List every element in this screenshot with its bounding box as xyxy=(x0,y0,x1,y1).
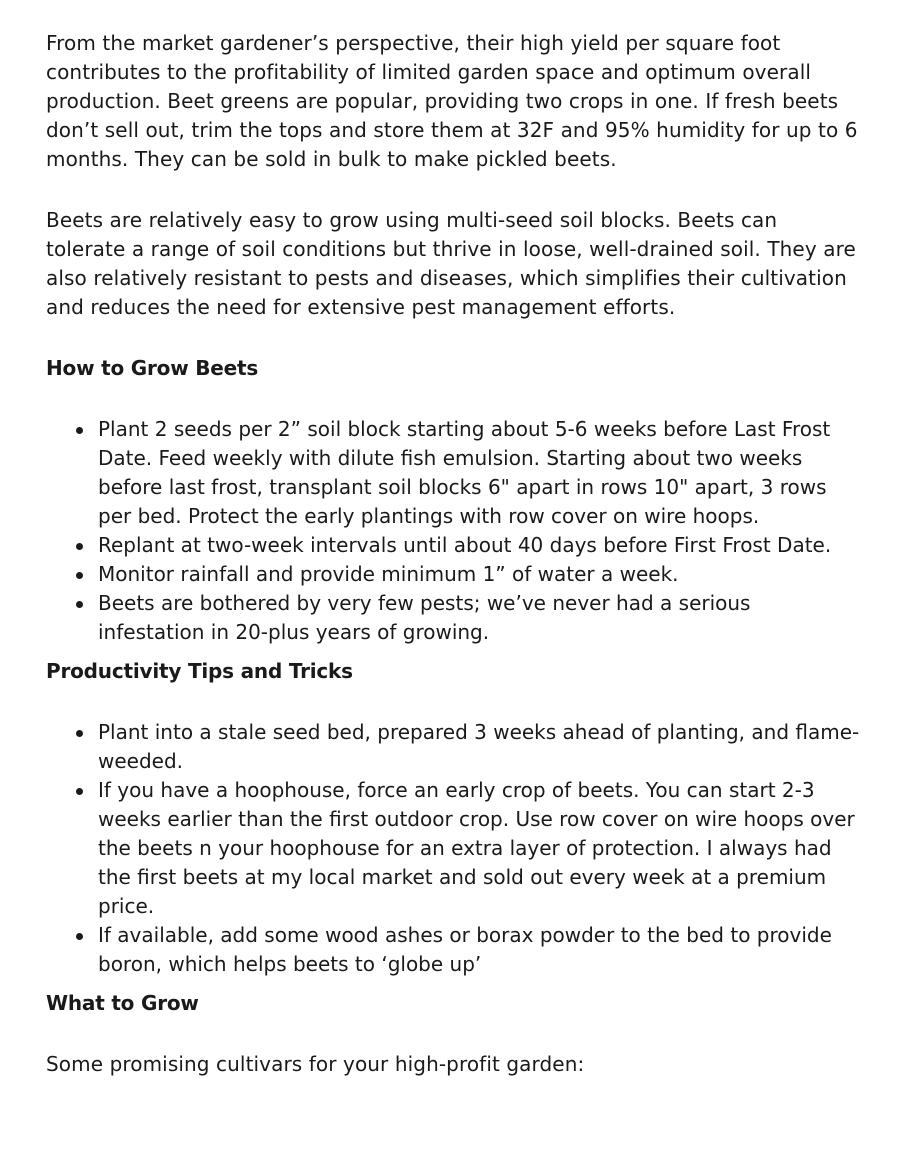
bullet-icon xyxy=(76,543,83,550)
bullet-icon xyxy=(76,601,83,608)
what-to-grow-heading: What to Grow xyxy=(46,991,199,1015)
bullet-icon xyxy=(76,427,83,434)
bullet-icon xyxy=(76,933,83,940)
list-item-text: Plant into a stale seed bed, prepared 3 weeks ahead of planting, and flame-weeded. xyxy=(98,720,860,773)
list-item-text: Beets are bothered by very few pests; we’ve never had a serious infestation in 20-plus years of growing. xyxy=(98,591,751,644)
list-item xyxy=(98,921,860,979)
how-to-grow-heading: How to Grow Beets xyxy=(46,356,259,380)
productivity-tips-list xyxy=(46,718,860,979)
bullet-icon xyxy=(76,730,83,737)
intro-paragraph-2: Beets are relatively easy to grow using multi-seed soil blocks. Beets can tolerate a range of soil conditions but thrive in loose, well-drained soil. They are also relatively resistant to pests and diseases, which simplifies their cultivation and reduces the need for extensive pest management efforts. xyxy=(46,208,856,319)
list-item-text: If available, add some wood ashes or borax powder to the bed to provide boron, which helps beets to ‘globe up’ xyxy=(98,923,832,976)
list-item-text: Monitor rainfall and provide minimum 1” of water a week. xyxy=(98,562,679,586)
list-item-text: Replant at two-week intervals until about 40 days before First Frost Date. xyxy=(98,533,832,557)
list-item xyxy=(98,776,860,921)
list-item xyxy=(98,718,860,776)
list-item-text: If you have a hoophouse, force an early crop of beets. You can start 2-3 weeks earlier than the first outdoor crop. Use row cover on wire hoops over the beets n your hoophouse for an extra layer of protection. I always had the first beets at my local market and sold out every week at a premium price. xyxy=(98,778,855,918)
bullet-icon xyxy=(76,788,83,795)
bullet-icon xyxy=(76,572,83,579)
list-item xyxy=(98,531,860,560)
how-to-grow-list xyxy=(46,415,860,647)
list-item xyxy=(98,589,860,647)
list-item xyxy=(98,560,860,589)
what-to-grow-paragraph: Some promising cultivars for your high-profit garden: xyxy=(46,1052,585,1076)
list-item xyxy=(98,415,860,531)
intro-paragraph-1: From the market gardener’s perspective, their high yield per square foot contributes to the profitability of limited garden space and optimum overall production. Beet greens are popular, providing two crops in one. If fresh beets don’t sell out, trim the tops and store them at 32F and 95% humidity for up to 6 months. They can be sold in bulk to make pickled beets. xyxy=(46,31,858,171)
productivity-tips-heading: Productivity Tips and Tricks xyxy=(46,659,353,683)
list-item-text: Plant 2 seeds per 2” soil block starting about 5-6 weeks before Last Frost Date. Feed weekly with dilute fish emulsion. Starting about two weeks before last frost, transplant soil blocks 6" apart in rows 10" apart, 3 rows per bed. Protect the early plantings with row cover on wire hoops. xyxy=(98,417,831,528)
